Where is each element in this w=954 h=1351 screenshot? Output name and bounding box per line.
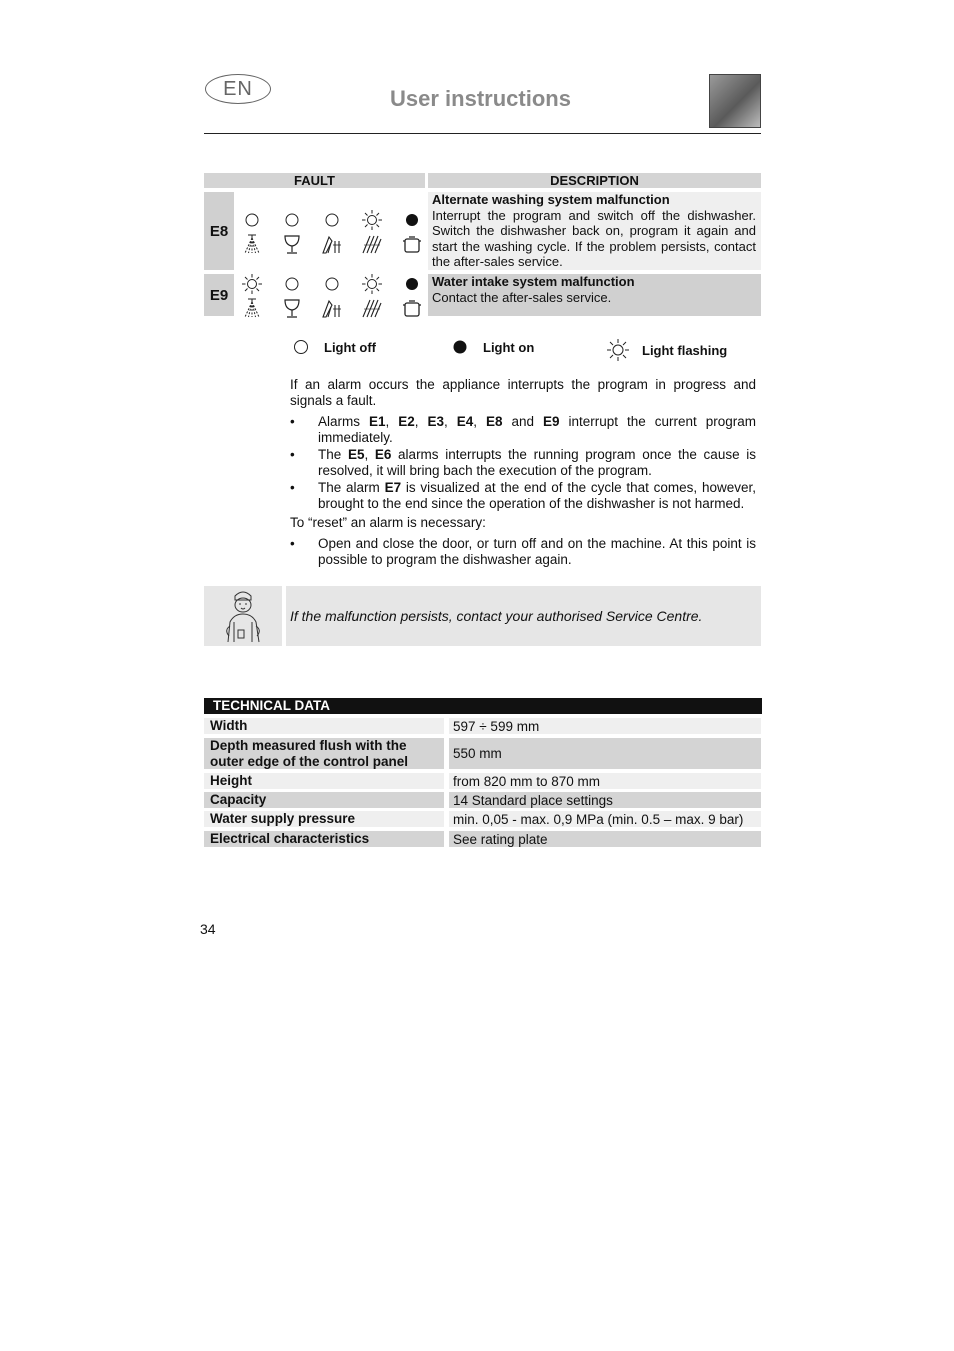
bullet-alarms-interrupt: • Alarms E1, E2, E3, E4, E8 and E9 interrupt the current program immediately. bbox=[290, 414, 756, 445]
cutlery-icon bbox=[360, 233, 384, 255]
legend-light-flashing: Light flashing bbox=[606, 338, 727, 362]
page-number: 34 bbox=[200, 921, 216, 937]
tech-row-width: Width 597 ÷ 599 mm bbox=[204, 718, 761, 734]
legend-light-off: Light off bbox=[292, 338, 376, 356]
alarm-intro-text: If an alarm occurs the appliance interrupts the program in progress and signals a fault. bbox=[290, 377, 756, 408]
tech-row-water-pressure: Water supply pressure min. 0,05 - max. 0,9 MPa (min. 0.5 – max. 9 bar) bbox=[204, 811, 761, 827]
indicator-column bbox=[312, 274, 352, 319]
pot-icon bbox=[400, 233, 424, 255]
light-off-icon bbox=[321, 274, 343, 294]
fault-column-header: FAULT bbox=[204, 173, 425, 188]
bullet-e7: • The alarm E7 is visualized at the end of the cycle that comes, however, brought to the end since the operation of the dishwasher is not harmed. bbox=[290, 480, 756, 511]
bullet-reset-steps: • Open and close the door, or turn off and on the machine. At this point is possible to program the dishwasher again. bbox=[290, 536, 756, 567]
glass-icon bbox=[280, 233, 304, 255]
light-on-icon bbox=[451, 338, 469, 356]
light-flashing-icon bbox=[606, 338, 630, 362]
fault-text-e8: Interrupt the program and switch off the dishwasher. Switch the dishwasher back on, program it again and start the washing cycle. If the problem persists, contact the after-sales service. bbox=[432, 207, 756, 270]
light-flash-icon bbox=[241, 274, 263, 294]
indicator-lights-e8 bbox=[232, 210, 432, 255]
indicator-column bbox=[272, 274, 312, 319]
dishwasher-photo-icon bbox=[709, 74, 761, 128]
indicator-column bbox=[312, 210, 352, 255]
service-centre-warning: If the malfunction persists, contact your authorised Service Centre. bbox=[286, 586, 761, 646]
fault-code-e9: E9 bbox=[204, 274, 234, 316]
spray-icon bbox=[240, 297, 264, 319]
spray-icon bbox=[240, 233, 264, 255]
service-technician-icon bbox=[204, 586, 282, 646]
indicator-column bbox=[392, 274, 432, 319]
dishes-icon bbox=[320, 233, 344, 255]
fault-description-e9 bbox=[428, 274, 761, 316]
indicator-column bbox=[352, 210, 392, 255]
fault-code-e8: E8 bbox=[204, 192, 234, 270]
light-off-icon bbox=[281, 210, 303, 230]
cutlery-icon bbox=[360, 297, 384, 319]
indicator-column bbox=[272, 210, 312, 255]
description-column-header: DESCRIPTION bbox=[428, 173, 761, 188]
light-off-icon bbox=[241, 210, 263, 230]
dishes-icon bbox=[320, 297, 344, 319]
fault-text-e9: Contact the after-sales service. bbox=[432, 289, 612, 305]
light-off-icon bbox=[292, 338, 310, 356]
indicator-column bbox=[392, 210, 432, 255]
tech-row-electrical: Electrical characteristics See rating plate bbox=[204, 831, 761, 847]
light-flash-icon bbox=[361, 274, 383, 294]
fault-title-e9: Water intake system malfunction bbox=[432, 274, 635, 289]
bullet-e5-e6: • The E5, E6 alarms interrupts the running program once the cause is resolved, it will bring bach the execution of the program. bbox=[290, 447, 756, 478]
indicator-column bbox=[232, 274, 272, 319]
language-badge: EN bbox=[205, 74, 271, 104]
fault-description-e8 bbox=[428, 192, 761, 270]
light-off-icon bbox=[321, 210, 343, 230]
light-off-icon bbox=[281, 274, 303, 294]
indicator-lights-e9 bbox=[232, 274, 432, 319]
technical-data-header: TECHNICAL DATA bbox=[204, 698, 762, 714]
tech-row-depth: Depth measured flush with the outer edge of the control panel 550 mm bbox=[204, 738, 761, 769]
indicator-column bbox=[232, 210, 272, 255]
tech-row-height: Height from 820 mm to 870 mm bbox=[204, 773, 761, 789]
light-flash-icon bbox=[361, 210, 383, 230]
header-divider bbox=[204, 133, 761, 134]
light-on-icon bbox=[401, 274, 423, 294]
pot-icon bbox=[400, 297, 424, 319]
reset-text: To “reset” an alarm is necessary: bbox=[290, 515, 486, 530]
page-title: User instructions bbox=[390, 86, 571, 111]
indicator-column bbox=[352, 274, 392, 319]
light-on-icon bbox=[401, 210, 423, 230]
tech-row-capacity: Capacity 14 Standard place settings bbox=[204, 792, 761, 808]
legend-light-on: Light on bbox=[451, 338, 534, 356]
glass-icon bbox=[280, 297, 304, 319]
fault-title-e8: Alternate washing system malfunction bbox=[432, 192, 670, 207]
